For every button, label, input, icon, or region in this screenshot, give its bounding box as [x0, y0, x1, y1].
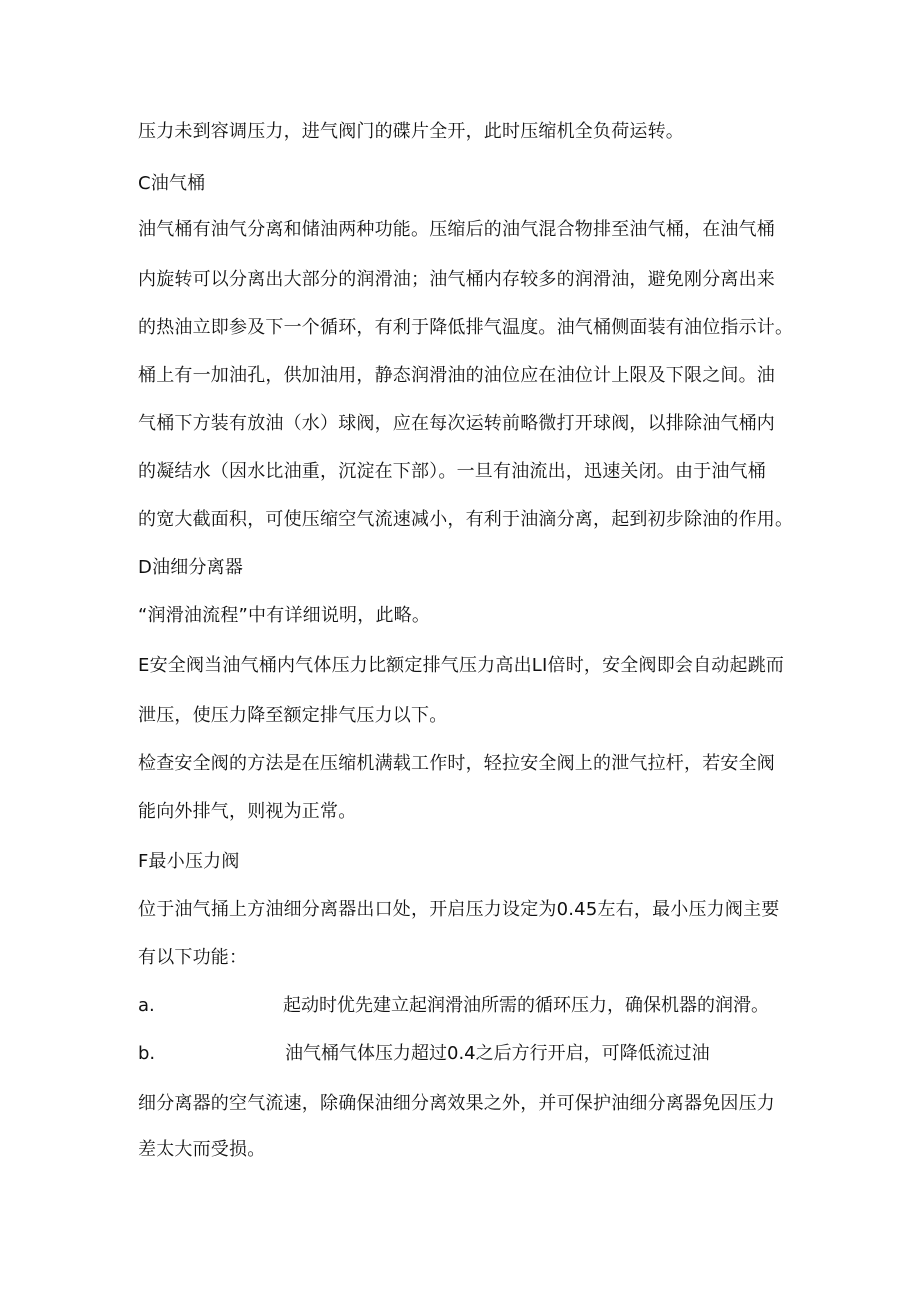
text-line: 的热油立即参及下一个循环，有利于降低排气温度。油气桶侧面装有油位指示计。 — [138, 317, 794, 338]
section-heading-c: C油气桶 — [138, 173, 206, 194]
list-item-text-a: 起动时优先建立起润滑油所需的循环压力，确保机器的润滑。 — [283, 995, 769, 1016]
section-heading-d: D油细分离器 — [138, 557, 244, 578]
text-line: 细分离器的空气流速，除确保油细分离效果之外，并可保护油细分离器免因压力 — [138, 1093, 775, 1114]
list-item-text-b: 油气桶气体压力超过0.4之后方行开启，可降低流过油 — [285, 1043, 710, 1064]
text-line: 检查安全阀的方法是在压缩机满载工作时，轻拉安全阀上的泄气拉杆，若安全阀 — [138, 753, 775, 774]
text-line: 油气桶有油气分离和储油两种功能。压缩后的油气混合物排至油气桶，在油气桶 — [138, 219, 775, 240]
text-line: 能向外排气，则视为正常。 — [138, 801, 357, 822]
text-line: 有以下功能： — [138, 947, 248, 968]
list-item-label-a: a. — [138, 995, 155, 1016]
text-line: 压力未到容调压力，进气阀门的碟片全开，此时压缩机全负荷运转。 — [138, 121, 684, 142]
text-line: 泄压，使压力降至额定排气压力以下。 — [138, 705, 448, 726]
text-line: 位于油气捅上方油细分离器出口处，开启压力设定为0.45左右，最小压力阀主要 — [138, 899, 780, 920]
text-line: 的宽大截面积，可使压缩空气流速减小，有利于油滴分离，起到初步除油的作用。 — [138, 509, 794, 530]
text-line: 差太大而受损。 — [138, 1139, 266, 1160]
list-item-label-b: b. — [138, 1043, 156, 1064]
section-heading-e: E安全阀当油气桶内气体压力比额定排气压力高出LI倍时，安全阀即会自动起跳而 — [138, 655, 785, 676]
text-line: 气桶下方装有放油（水）球阀，应在每次运转前略微打开球阀，以排除油气桶内 — [138, 413, 775, 434]
section-heading-f: F最小压力阀 — [138, 851, 240, 872]
text-line: 桶上有一加油孔，供加油用，静态润滑油的油位应在油位计上限及下限之间。油 — [138, 365, 775, 386]
text-line: 内旋转可以分离出大部分的润滑油；油气桶内存较多的润滑油，避免刚分离出来 — [138, 269, 775, 290]
text-line: “润滑油流程”中有详细说明，此略。 — [138, 605, 431, 626]
text-line: 的凝结水（因水比油重，沉淀在下部）。一旦有油流出，迅速关闭。由于油气桶 — [138, 461, 766, 482]
